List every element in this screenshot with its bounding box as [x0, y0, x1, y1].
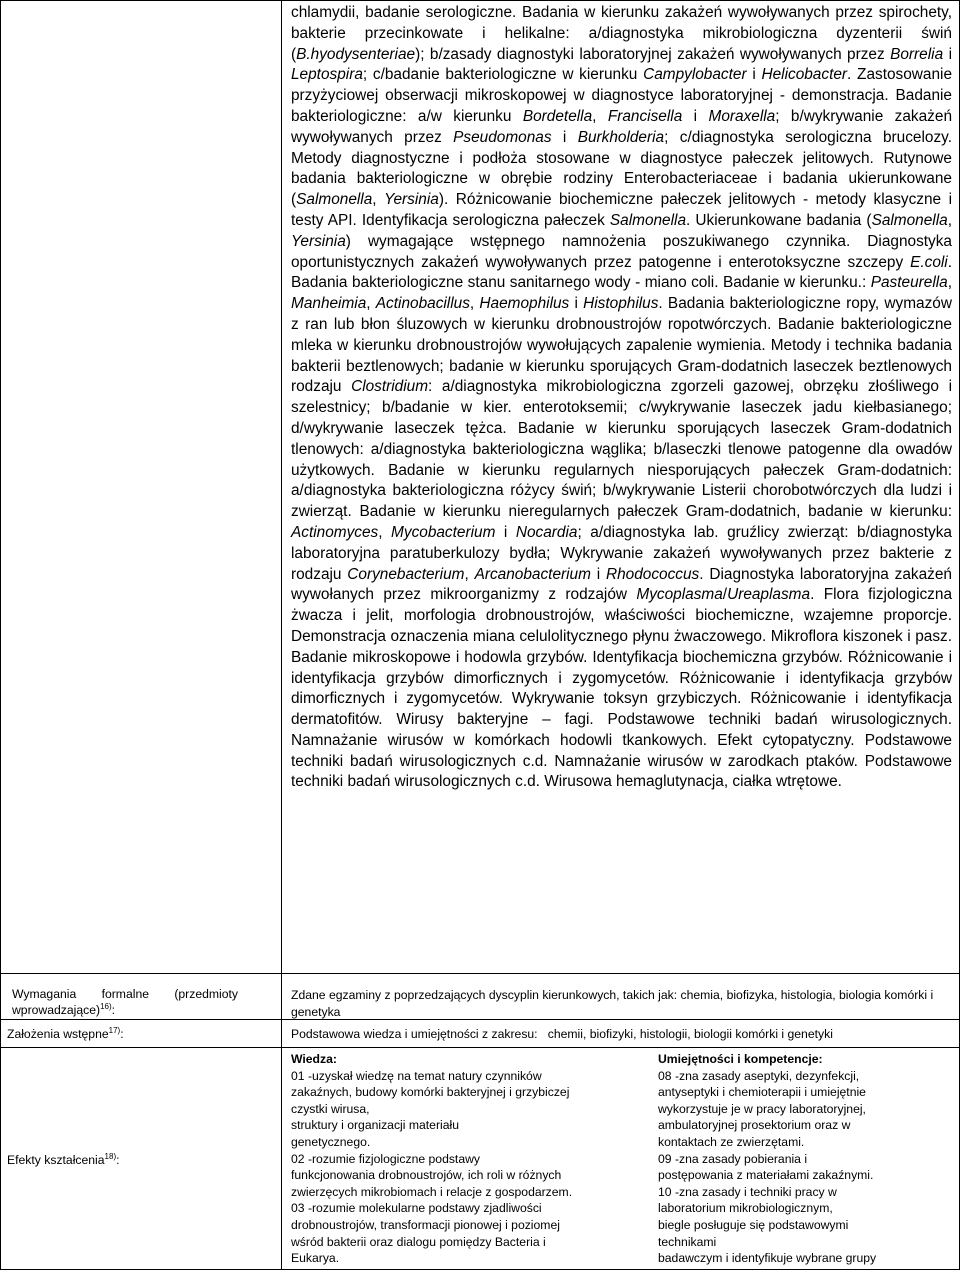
skills-line: postępowania z materiałami zakaźnymi. — [658, 1168, 874, 1183]
knowledge-column — [291, 1051, 631, 1267]
taxon-name: Borrelia — [890, 45, 944, 63]
taxon-name: Pseudomonas — [453, 128, 552, 146]
taxon-name: Burkholderia — [577, 128, 665, 146]
knowledge-line: Eukarya. — [291, 1251, 340, 1266]
requirements-row — [1, 974, 959, 1019]
taxon-name: Clostridium — [351, 378, 429, 396]
taxon-name: Moraxella — [708, 107, 776, 125]
content-row — [1, 1, 959, 973]
skills-line: 09 -zna zasady pobierania i — [658, 1151, 808, 1166]
course-content-text — [291, 3, 952, 793]
taxon-name: Arcanobacterium — [474, 565, 591, 583]
taxon-name: Bordetella — [522, 107, 593, 125]
knowledge-line: struktury i organizacji materiału — [291, 1118, 459, 1133]
assumptions-label-cell — [1, 1020, 282, 1047]
taxon-name: Corynebacterium — [347, 565, 465, 583]
taxon-name: Yersinia — [291, 232, 346, 250]
taxon-name: Yersinia — [384, 191, 439, 209]
requirements-label: Wymagania formalne (przedmioty wprowadzające)$^{16)}$: — [12, 987, 238, 1017]
taxon-name: Salmonella — [871, 211, 948, 229]
taxon-name: B.hyodysenteriae — [296, 45, 416, 63]
taxon-name: Campylobacter — [643, 66, 747, 84]
knowledge-line: zakaźnych, budowy komórki bakteryjnej i grzybiczej — [291, 1085, 570, 1100]
assumptions-value: Podstawowa wiedza i umiejętności z zakresu: chemii, biofizyki, histologii, biologii komórki i genetyki — [291, 1027, 833, 1041]
taxon-name: Actinomyces — [291, 523, 379, 541]
taxon-name: Salmonella — [609, 211, 687, 229]
knowledge-header: Wiedza: — [291, 1052, 337, 1066]
course-content-paragraph: chlamydii, badanie serologiczne. Badania w kierunku zakażeń wywoływanych przez spirochety, bakterie przecinkowate i helikalne: a/diagnostyka mikrobiologiczna dyzenterii świń (B.hyodysenteriae); b/zasady diagnostyki laboratoryjnej zakażeń wywoływanych przez Borrelia i Leptospira; c/badanie bakteriologiczne w kierunku Campylobacter i Helicobacter. Zastosowanie przyżyciowej obserwacji mikroskopowej w diagnostyce laboratoryjnej - demonstracja. Badanie bakteriologiczne: a/w kierunku Bordetella, Francisella i Moraxella; b/wykrywanie zakażeń wywoływanych przez Pseudomonas i Burkholderia; c/diagnostyka serologiczna brucelozy. Metody diagnostyczne i podłoża stosowane w diagnostyce pałeczek jelitowych. Rutynowe badania bakteriologiczne w obrębie rodziny Enterobacteriaceae i badania ukierunkowane (Salmonella, Yersinia). Różnicowanie biochemiczne pałeczek jelitowych - metody klasyczne i testy API. Identyfikacja serologiczna pałeczek Salmonella. Ukierunkowane badania (Salmonella, Yersinia) wymagające wstępnego namnożenia poszukiwanego czynnika. Diagnostyka oportunistycznych zakażeń wywoływanych przez patogenne i enterotoksyczne szczepy E.coli. Badania bakteriologiczne stanu sanitarnego wody - miano coli. Badanie w kierunku.: Pasteurella, Manheimia, Actinobacillus, Haemophilus i Histophilus. Badania bakteriologiczne ropy, wymazów z ran lub błon śluzowych w kierunku drobnoustrojów ropotwórczych. Badanie bakteriologiczne mleka w kierunku drobnoustrojów wywołujących zapalenie wymienia. Metody i technika badania bakterii beztlenowych; badanie w kierunku sporujących Gram-dodatnich laseczek beztlenowych rodzaju Clostridium: a/diagnostyka mikrobiologiczna zgorzeli gazowej, obrzęku złośliwego i szelestnicy; b/badanie w kier. enterotoksemii; c/wykrywanie laseczek jadu kiełbasianego; d/wykrywanie laseczek tężca. Badanie w kierunku sporujących laseczek Gram-dodatnich tlenowych: a/diagnostyka bakteriologiczna wąglika; b/laseczki tlenowe patogenne dla owadów użytkowych. Badanie w kierunku regularnych niesporujących pałeczek Gram-dodatnich: a/diagnostyka bakteriologiczna różycy świń; b/wykrywanie Listerii chorobotwórczych dla ludzi i zwierząt. Badanie w kierunku nieregularnych pałeczek Gram-dodatnich, badanie w kierunku: Actinomyces, Mycobacterium i Nocardia; a/diagnostyka lab. gruźlicy zwierząt: b/diagnostyka laboratoryjna paratuberkulozy bydła; Wykrywanie zakażeń wywoływanych przez bakterie z rodzaju Corynebacterium, Arcanobacterium i Rhodococcus. Diagnostyka laboratoryjna zakażeń wywołanych przez mikroorganizmy z rodzajów Mycoplasma/Ureaplasma. Flora fizjologiczna żwacza i jelit, morfologia drobnoustrojów, właściwości biochemiczne, wzajemne proporcje. Demonstracja oznaczenia miana celulolitycznego płynu żwaczowego. Mikroflora kiszonek i pasz. Badanie mikroskopowe i hodowla grzybów. Identyfikacja biochemiczna grzybów. Różnicowanie i identyfikacja grzybów dimorficznych i zygomycetów. Różnicowanie i identyfikacja grzybów dimorficznych i zygomycetów. Wykrywanie toksyn grzybiczych. Różnicowanie i identyfikacja dermatofitów. Wirusy bakteryjne – fagi. Podstawowe techniki badań wirusologicznych. Namnażanie wirusów w komórkach hodowli tkankowych. Efekt cytopatyczny. Podstawowe techniki badań wirusologicznych c.d. Namnażanie wirusów w zarodkach ptaków. Podstawowe techniki badań wirusologicznych c.d. Wirusowa hemaglutynacja, ciałka wtrętowe. — [291, 4, 953, 791]
skills-line: ambulatoryjnej prosektorium oraz w — [658, 1118, 851, 1133]
knowledge-line: drobnoustrojów, transformacji pionowej i poziomej — [291, 1217, 560, 1232]
taxon-name: Salmonella — [296, 191, 373, 209]
taxon-name: Leptospira — [291, 66, 363, 84]
taxon-name: Actinobacillus — [375, 295, 470, 313]
skills-line: technikami — [658, 1234, 717, 1249]
requirements-value: Zdane egzaminy z poprzedzających dyscyplin kierunkowych, takich jak: chemia, biofizyka, histologia, biologia komórki i genetyka — [291, 988, 934, 1019]
taxon-name: Mycoplasma — [636, 586, 723, 604]
skills-column — [658, 1051, 954, 1267]
knowledge-line: 03 -rozumie molekularne podstawy zjadliwości — [291, 1201, 542, 1216]
knowledge-line: wśród bakterii oraz dialogu pomiędzy Bacteria i — [291, 1234, 546, 1249]
skills-header: Umiejętności i kompetencje: — [658, 1052, 823, 1066]
outcomes-label: Efekty kształcenia$^{18)}$: — [7, 1151, 120, 1167]
taxon-name: Rhodococcus — [606, 565, 700, 583]
skills-line: antyseptyki i chemioterapii i umiejętnie — [658, 1085, 866, 1100]
taxon-name: Mycobacterium — [391, 523, 496, 541]
taxon-name: Nocardia — [515, 523, 578, 541]
skills-line: badawczym i identyfikuje wybrane grupy — [658, 1251, 877, 1266]
skills-line: 08 -zna zasady aseptyki, dezynfekcji, — [658, 1068, 860, 1083]
taxon-name: E.coli — [910, 253, 948, 271]
knowledge-line: czystki wirusa, — [291, 1101, 370, 1116]
knowledge-line: zwierzęcych mikrobiomach i relacje z gospodarzem. — [291, 1184, 573, 1199]
content-label-cell — [1, 1, 282, 973]
skills-list — [658, 1068, 954, 1267]
taxon-name: Pasteurella — [870, 274, 948, 292]
skills-line: 10 -zna zasady i techniki pracy w — [658, 1184, 837, 1199]
knowledge-line: 02 -rozumie fizjologiczne podstawy — [291, 1151, 480, 1166]
requirements-label-cell — [1, 974, 282, 1019]
skills-line: wykorzystuje je w pracy laboratoryjnej, — [658, 1101, 866, 1116]
assumptions-row — [1, 1020, 959, 1047]
taxon-name: Histophilus — [583, 295, 659, 313]
skills-line: biegle posługuje się podstawowymi — [658, 1217, 849, 1232]
taxon-name: Helicobacter — [761, 66, 848, 84]
taxon-name: Ureaplasma — [727, 586, 811, 604]
knowledge-list — [291, 1068, 631, 1267]
skills-line: kontaktach ze zwierzętami. — [658, 1134, 805, 1149]
knowledge-line: funkcjonowania drobnoustrojów, ich roli w różnych — [291, 1168, 562, 1183]
taxon-name: Haemophilus — [479, 295, 570, 313]
outcomes-label-cell — [1, 1048, 282, 1269]
knowledge-line: 01 -uzyskał wiedzę na temat natury czynników — [291, 1068, 542, 1083]
assumptions-label: Założenia wstępne$^{17)}$: — [7, 1025, 124, 1041]
taxon-name: Francisella — [607, 107, 683, 125]
skills-line: laboratorium mikrobiologicznym, — [658, 1201, 833, 1216]
taxon-name: Manheimia — [291, 295, 367, 313]
knowledge-line: genetycznego. — [291, 1134, 371, 1149]
